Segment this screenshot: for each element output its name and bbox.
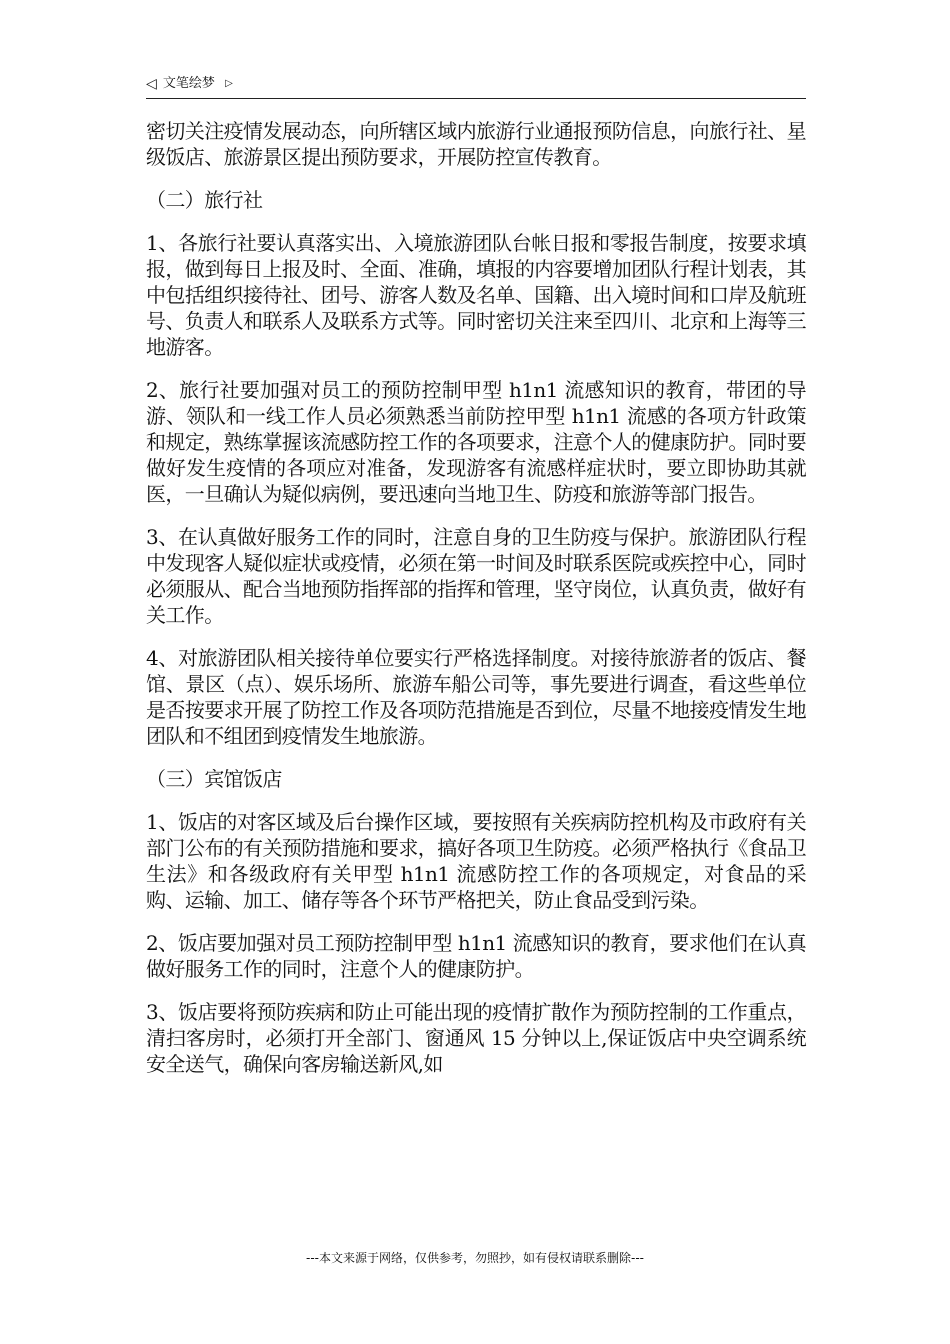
document-body [146,118,806,1094]
page-footer-disclaimer: ---本文来源于网络，仅供参考，勿照抄，如有侵权请联系删除--- [306,1251,644,1265]
paragraph-intro: 密切关注疫情发展动态，向所辖区域内旅游行业通报预防信息，向旅行社、星级饭店、旅游景区提出预防要求，开展防控宣传教育。 [146,119,806,169]
triangle-left-icon: ◁ [146,76,157,92]
triangle-right-icon: ▷ [225,78,233,89]
paragraph-travel-1: 1、各旅行社要认真落实出、入境旅游团队台帐日报和零报告制度，按要求填报，做到每日上报及时、全面、准确，填报的内容要增加团队行程计划表，其中包括组织接待社、团号、游客人数及名单、国籍、出入境时间和口岸及航班号、负责人和联系人及联系方式等。同时密切关注来至四川、北京和上海等三地游客。 [146,231,806,359]
paragraph-hotel-3: 3、饭店要将预防疾病和防止可能出现的疫情扩散作为预防控制的工作重点，清扫客房时，必须打开全部门、窗通风 15 分钟以上,保证饭店中央空调系统安全送气，确保向客房输送新风,如 [146,1000,806,1076]
paragraph-hotel-2: 2、饭店要加强对员工预防控制甲型 h1n1 流感知识的教育，要求他们在认真做好服务工作的同时，注意个人的健康防护。 [146,931,806,981]
paragraph-travel-4: 4、对旅游团队相关接待单位要实行严格选择制度。对接待旅游者的饭店、餐馆、景区（点）、娱乐场所、旅游车船公司等，事先要进行调查，看这些单位是否按要求开展了防控工作及各项防范措施是否到位，尽量不地接疫情发生地团队和不组团到疫情发生地旅游。 [146,646,806,748]
paragraph-travel-2: 2、旅行社要加强对员工的预防控制甲型 h1n1 流感知识的教育，带团的导游、领队和一线工作人员必须熟悉当前防控甲型 h1n1 流感的各项方针政策和规定，熟练掌握该流感防控工作的各项要求，注意个人的健康防护。同时要做好发生疫情的各项应对准备，发现游客有流感样症状时，要立即协助其就医，一旦确认为疑似病例，要迅速向当地卫生、防疫和旅游等部门报告。 [146,378,806,506]
header-brand: 文笔绘梦 [162,76,215,91]
paragraph-hotel-1: 1、饭店的对客区域及后台操作区域，要按照有关疾病防控机构及市政府有关部门公布的有关预防措施和要求，搞好各项卫生防疫。必须严格执行《食品卫生法》和各级政府有关甲型 h1n1 流感防控工作的各项规定，对食品的采购、运输、加工、储存等各个环节严格把关，防止食品受到污染。 [146,810,806,912]
paragraph-travel-3: 3、在认真做好服务工作的同时，注意自身的卫生防疫与保护。旅游团队行程中发现客人疑似症状或疫情，必须在第一时间及时联系医院或疾控中心，同时必须服从、配合当地预防指挥部的指挥和管理，坚守岗位，认真负责，做好有关工作。 [146,525,806,627]
page-header [146,74,806,99]
section-heading-hotels: （三）宾馆饭店 [146,767,282,791]
section-heading-travel-agency: （二）旅行社 [146,188,263,212]
